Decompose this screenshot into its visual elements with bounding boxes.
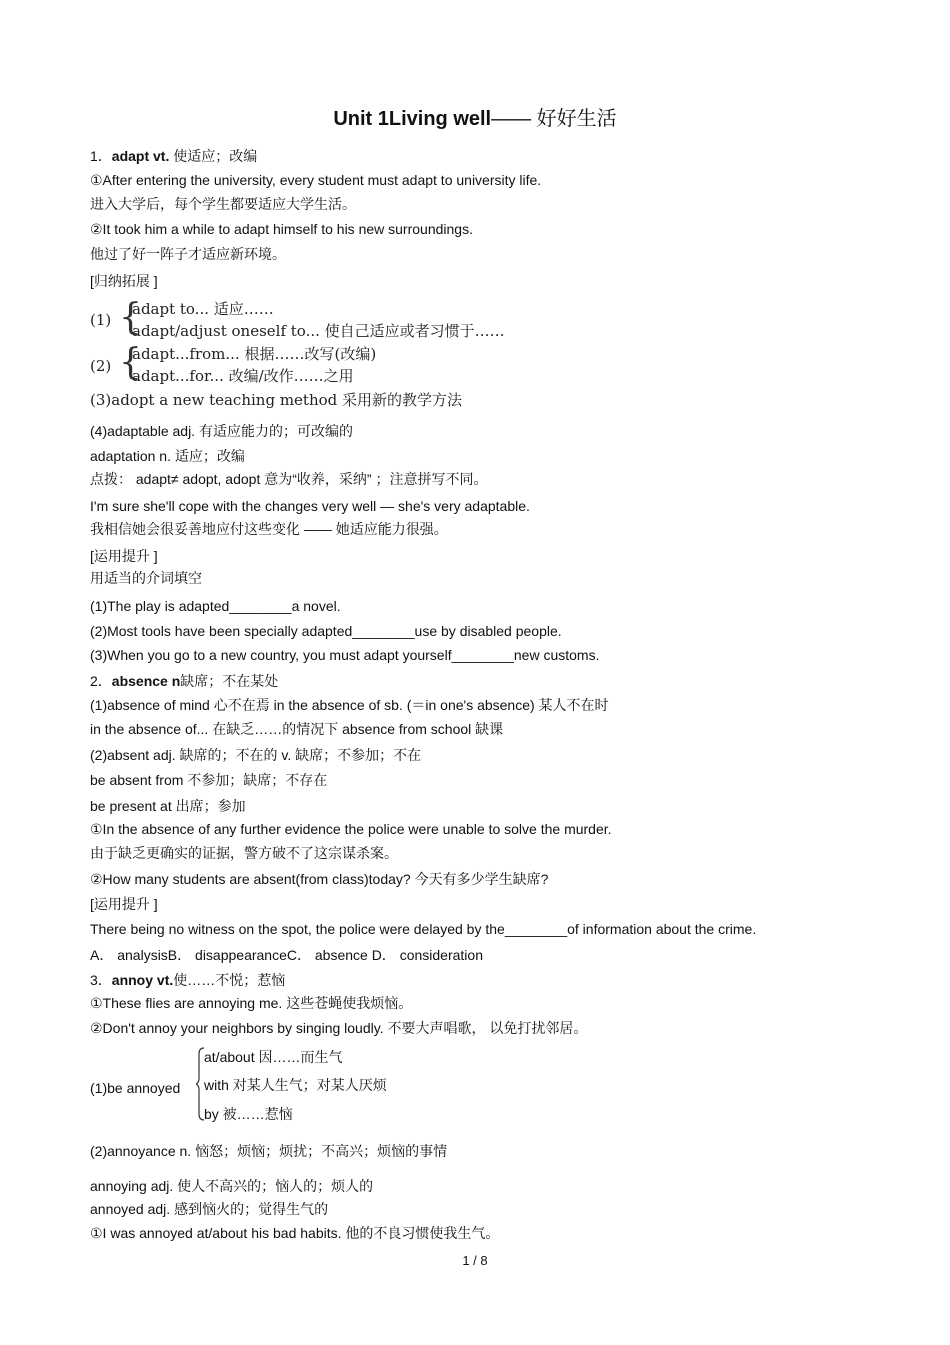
entry-number: 3． [90, 972, 112, 988]
handwritten-phrase: (3)adopt a new teaching method 采用新的教学方法 [90, 391, 463, 409]
example-cn: 进入大学后，每个学生都要适应大学生活。 [90, 196, 356, 212]
entry-heading-adapt [90, 147, 257, 165]
note-line: adaptation n. 适应；改编 [90, 448, 245, 464]
instruction: 用适当的介词填空 [90, 570, 202, 586]
example-cn: 他过了好一阵子才适应新环境。 [90, 246, 286, 262]
note-line: (2)absent adj. 缺席的；不在的 v. 缺席；不参加；不在 [90, 747, 422, 763]
entry-meaning: 缺席；不在某处 [180, 673, 279, 689]
example-en: ①In the absence of any further evidence the police were unable to solve the murder. [90, 821, 612, 837]
collocation-item: with 对某人生气；对某人厌烦 [204, 1077, 387, 1093]
handwritten-phrase: adapt...from... 根据……改写(改编) [132, 345, 377, 363]
exercise-question: (1)The play is adapted________a novel. [90, 598, 341, 614]
page-title [0, 106, 950, 132]
note-line: (2)annoyance n. 恼怒；烦恼；烦扰；不高兴；烦恼的事情 [90, 1143, 448, 1159]
note-line: be present at 出席；参加 [90, 798, 246, 814]
collocation-item: at/about 因……而生气 [204, 1049, 343, 1065]
expand-heading: [归纳拓展 ] [90, 273, 158, 289]
brace-icon: { [119, 297, 142, 338]
entry-number: 2． [90, 673, 112, 689]
exercise-options: A． analysisB． disappearanceC． absence D． consideration [90, 947, 483, 963]
handwritten-phrase: adapt to... 适应…… [132, 300, 274, 318]
note-line: be absent from 不参加；缺席；不存在 [90, 772, 328, 788]
example-cn: 我相信她会很妥善地应付这些变化 —— 她适应能力很强。 [90, 521, 448, 537]
note-line: in the absence of... 在缺乏……的情况下 absence from school 缺课 [90, 721, 504, 737]
entry-word: adapt vt. [111, 148, 170, 164]
handwritten-group-1-number: (1) [90, 311, 112, 329]
entry-meaning: 使……不悦；惹恼 [173, 972, 286, 988]
entry-word: absence n [111, 673, 181, 689]
handwritten-phrase: adapt/adjust oneself to... 使自己适应或者习惯于…… [132, 322, 505, 340]
example-en: ①After entering the university, every student must adapt to university life. [90, 172, 542, 188]
note-line: (1)absence of mind 心不在焉 in the absence of sb. (＝in one's absence) 某人不在时 [90, 697, 609, 713]
apply-heading: [运用提升 ] [90, 548, 158, 564]
example-line: ①These flies are annoying me. 这些苍蝇使我烦恼。 [90, 995, 413, 1011]
example-line: ①I was annoyed at/about his bad habits. 他的不良习惯使我生气。 [90, 1225, 500, 1241]
collocation-item: by 被……惹恼 [204, 1106, 293, 1122]
note-line: annoying adj. 使人不高兴的；恼人的；烦人的 [90, 1178, 374, 1194]
example-line: ②Don't annoy your neighbors by singing loudly. 不要大声唱歌， 以免打扰邻居。 [90, 1020, 588, 1036]
page-number: 1 / 8 [462, 1253, 488, 1268]
example-cn: 由于缺乏更确实的证据，警方破不了这宗谋杀案。 [90, 845, 398, 861]
exercise-question: (2)Most tools have been specially adapted________use by disabled people. [90, 623, 562, 639]
apply-heading: [运用提升 ] [90, 896, 158, 912]
brace-icon: { [119, 342, 142, 383]
entry-heading-annoy [90, 971, 285, 989]
note-line: (4)adaptable adj. 有适应能力的；可改编的 [90, 423, 353, 439]
collocation-head: (1)be annoyed [90, 1080, 181, 1096]
example-en: I'm sure she'll cope with the changes very well — she's very adaptable. [90, 498, 530, 514]
entry-number: 1． [90, 148, 112, 164]
example-en: ②It took him a while to adapt himself to his new surroundings. [90, 221, 473, 237]
entry-meaning: 使适应；改编 [173, 148, 258, 164]
handwritten-group-2-number: (2) [90, 357, 112, 375]
exercise-question: (3)When you go to a new country, you must adapt yourself________new customs. [90, 647, 600, 663]
handwritten-phrase: adapt...for... 改编/改作……之用 [132, 367, 354, 385]
example-line: ②How many students are absent(from class)today? 今天有多少学生缺席? [90, 871, 549, 887]
note-line: annoyed adj. 感到恼火的；觉得生气的 [90, 1201, 329, 1217]
title-rest: —— 好好生活 [491, 108, 617, 130]
entry-heading-absence [90, 672, 278, 690]
tip-line: 点拨： adapt≠ adopt, adopt 意为“收养，采纳” ；注意拼写不同。 [90, 471, 488, 487]
exercise-question: There being no witness on the spot, the police were delayed by the________of information about the crime. [90, 921, 757, 937]
entry-word: annoy vt. [111, 972, 174, 988]
title-bold: Unit 1Living well [333, 108, 492, 130]
